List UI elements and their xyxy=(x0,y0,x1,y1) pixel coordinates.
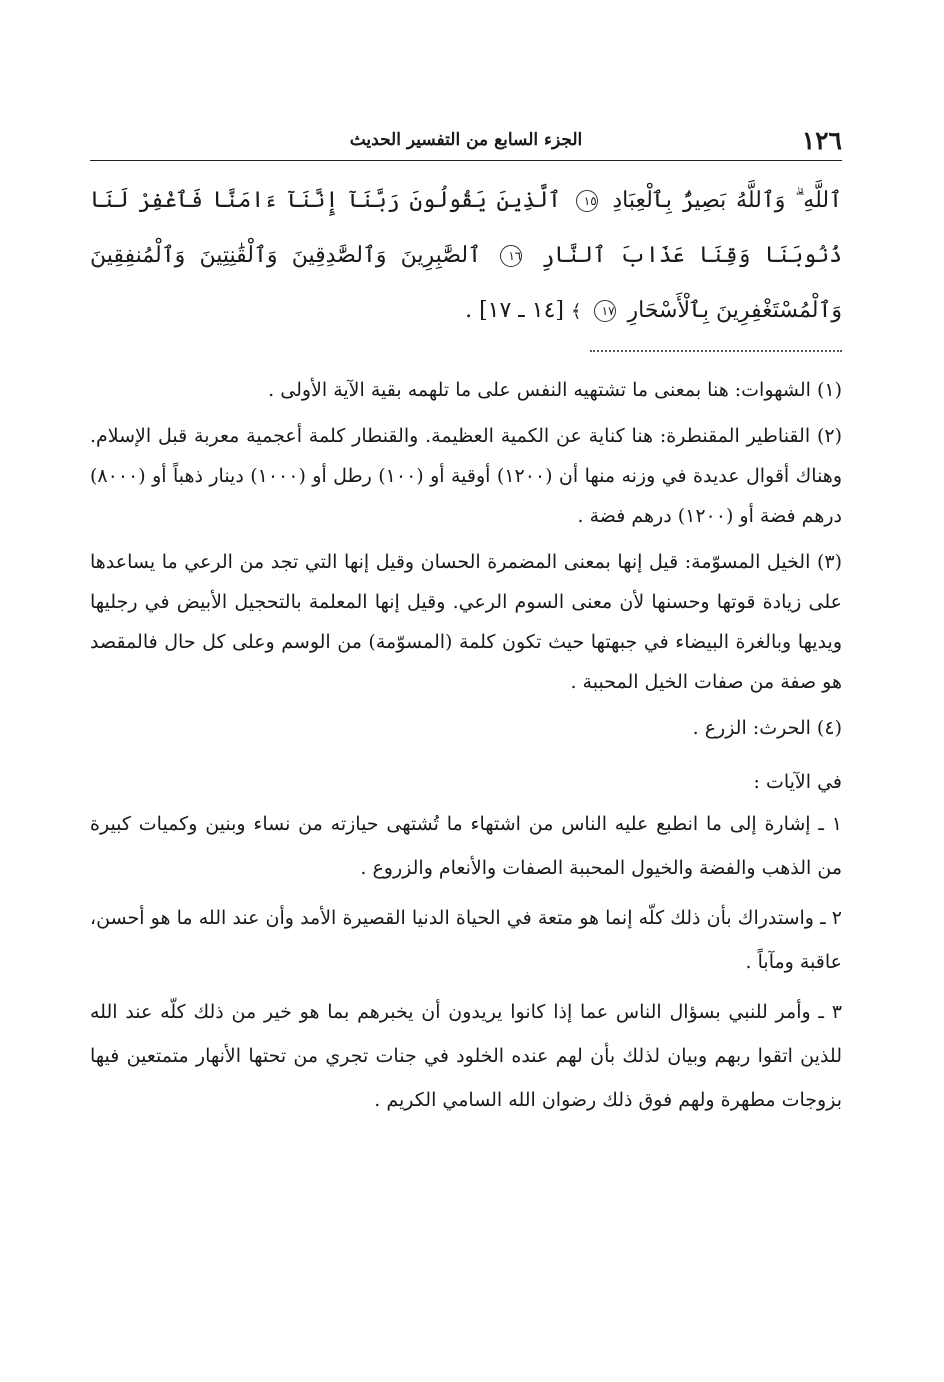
running-title: الجزء السابع من التفسير الحديث xyxy=(349,130,583,150)
footnote-text: (٤) الحرث: الزرع . xyxy=(692,717,842,739)
footnote-text: (١) الشهوات: هنا بمعنى ما تشتهيه النفس على ما تلهمه بقية الآية الأولى . xyxy=(268,379,842,401)
book-page xyxy=(90,120,842,1128)
footnote-separator xyxy=(590,350,842,352)
ayah-number-marker: ١٦ xyxy=(500,245,522,267)
verse-text: ٱلَّذِينَ يَقُولُونَ رَبَّنَآ إِنَّنَآ ءَامَنَّا فَٱغْفِرْ لَنَا ذُنُوبَنَا وَقِنَا عَذَابَ ٱلنَّارِ xyxy=(90,188,842,268)
section-heading: في الآيات : xyxy=(753,771,842,793)
footnote xyxy=(90,370,842,410)
ayah-number-marker: ١٧ xyxy=(594,300,616,322)
commentary-point: ٣ ـ وأمر للنبي بسؤال الناس عما إذا كانوا يريدون أن يخبرهم بما هو خير من ذلك كلّه عند الله للذين اتقوا ربهم وبيان لذلك بأن لهم عنده الخلود في جنات تجري من تحتها الأنهار متمتعين فيها بزوجات مطهرة ولهم فوق ذلك رضوان الله السامي الكريم . xyxy=(90,1001,842,1111)
page-number: ١٢٦ xyxy=(801,126,842,155)
footnote xyxy=(90,542,842,702)
footnote-text: (٢) القناطير المقنطرة: هنا كناية عن الكمية العظيمة. والقنطار كلمة أعجمية معربة قبل الإسلام. وهناك أقوال عديدة في وزنه منها أن (١٢٠٠) أوقية أو (١٠٠) رطل أو (١٠٠٠) دينار ذهباً أو (٨٠٠٠) درهم فضة أو (١٢٠٠) درهم فضة . xyxy=(90,425,843,527)
footnote xyxy=(90,708,842,748)
footnotes xyxy=(90,370,842,748)
verse-close-ornament: ﴾ xyxy=(570,301,582,322)
footnote-text: (٣) الخيل المسوّمة: قيل إنها بمعنى المضمرة الحسان وقيل إنها التي تجد من الرعي ما يساعدها على زيادة قوتها وحسنها لأن معنى السوم الرعي. وقيل إنها المعلمة بالتحجيل الأبيض في رجليها ويديها وبالغرة البيضاء في جبهتها حيث تكون كلمة (المسوّمة) من الوسم وعلى كل حال فالمقصد هو صفة من صفات الخيل المحببة . xyxy=(90,551,842,693)
commentary-point: ٢ ـ واستدراك بأن ذلك كلّه إنما هو متعة في الحياة الدنيا القصيرة الأمد وأن عند الله ما هو أحسن، عاقبة ومآباً . xyxy=(90,907,842,973)
commentary-points xyxy=(90,802,842,1122)
verse-reference: [١٤ ـ ١٧] . xyxy=(465,298,564,323)
verse-text: ٱللَّهِ ۗ وَٱللَّهُ بَصِيرٌۢ بِٱلْعِبَادِ xyxy=(612,188,842,213)
commentary-point: ١ ـ إشارة إلى ما انطبع عليه الناس من اشتهاء ما تُشتهى حيازته من نساء وبنين وكميات كبيرة من الذهب والفضة والخيول المحببة الصفات والأنعام والزروع . xyxy=(90,813,842,879)
quran-verses xyxy=(90,173,842,338)
footnote xyxy=(90,416,842,536)
page-header xyxy=(90,120,842,161)
verse-text: ٱلصَّٰبِرِينَ وَٱلصَّٰدِقِينَ وَٱلْقَٰنِتِينَ وَٱلْمُنفِقِينَ وَٱلْمُسْتَغْفِرِينَ بِٱلْأَسْحَارِ xyxy=(90,243,842,323)
ayah-number-marker: ١٥ xyxy=(576,190,598,212)
